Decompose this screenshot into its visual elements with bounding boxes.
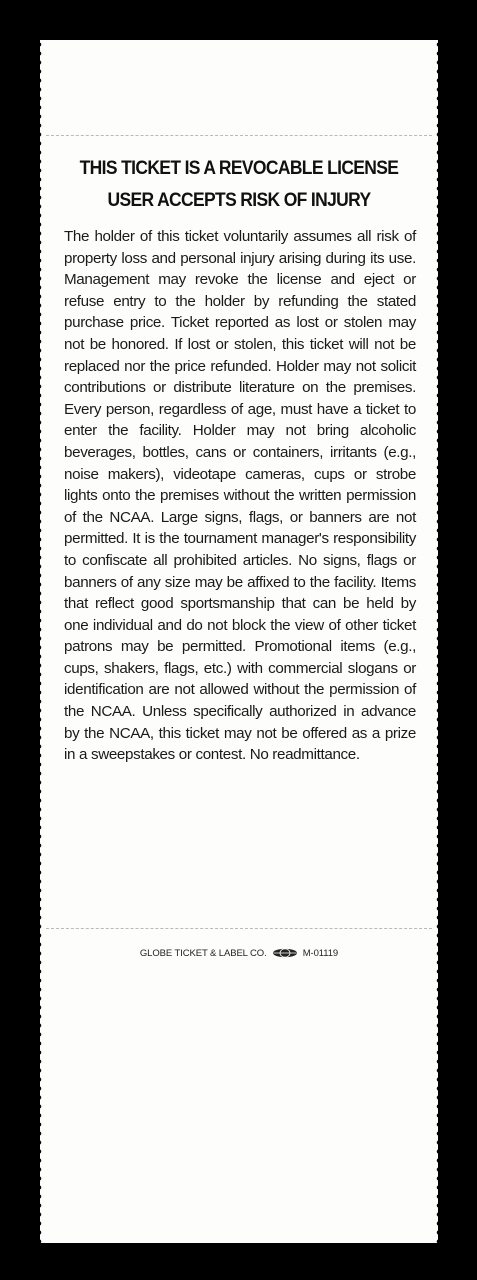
globe-logo-icon <box>272 948 298 961</box>
printer-name: GLOBE TICKET & LABEL CO. <box>139 948 267 959</box>
ticket-heading-line2: USER ACCEPTS RISK OF INJURY <box>107 190 371 211</box>
ticket-heading-line1: THIS TICKET IS A REVOCABLE LICENSE <box>79 158 399 179</box>
printer-imprint <box>40 948 438 961</box>
perforated-edge-left <box>39 40 45 1243</box>
ticket-terms-text: The holder of this ticket voluntarily assumes all risk of property loss and personal injury arising during its use. Management may revoke the license and eject or refuse entry to the holder by refunding the stated purchase price. Ticket reported as lost or stolen may not be honored. If lost or stolen, this ticket will not be replaced nor the price refunded. Holder may not solicit contributions or distribute literature on the premises. Every person, regardless of age, must have a ticket to enter the facility. Holder may not bring alcoholic beverages, bottles, cans or containers, irritants (e.g., noise makers), videotape cameras, cups or strobe lights onto the premises without the written permission of the NCAA. Large signs, flags, or banners are not permitted. It is the tournament manager's responsibility to confiscate all prohibited articles. No signs, flags or banners of any size may be affixed to the facility. Items that reflect good sportsmanship that can be held by one individual and do not block the view of other ticket patrons may be permitted. Promotional items (e.g., cups, shakers, flags, etc.) with commercial slogans or identification are not allowed without the permission of the NCAA. Unless specifically authorized in advance by the NCAA, this ticket may not be offered as a prize in a sweepstakes or contest. No readmittance. <box>64 228 416 764</box>
perforated-edge-right <box>433 40 439 1243</box>
printer-code: M-01119 <box>302 948 339 959</box>
perforation-line-top <box>46 135 432 136</box>
perforation-line-bottom <box>46 928 432 929</box>
ticket <box>40 40 438 1243</box>
